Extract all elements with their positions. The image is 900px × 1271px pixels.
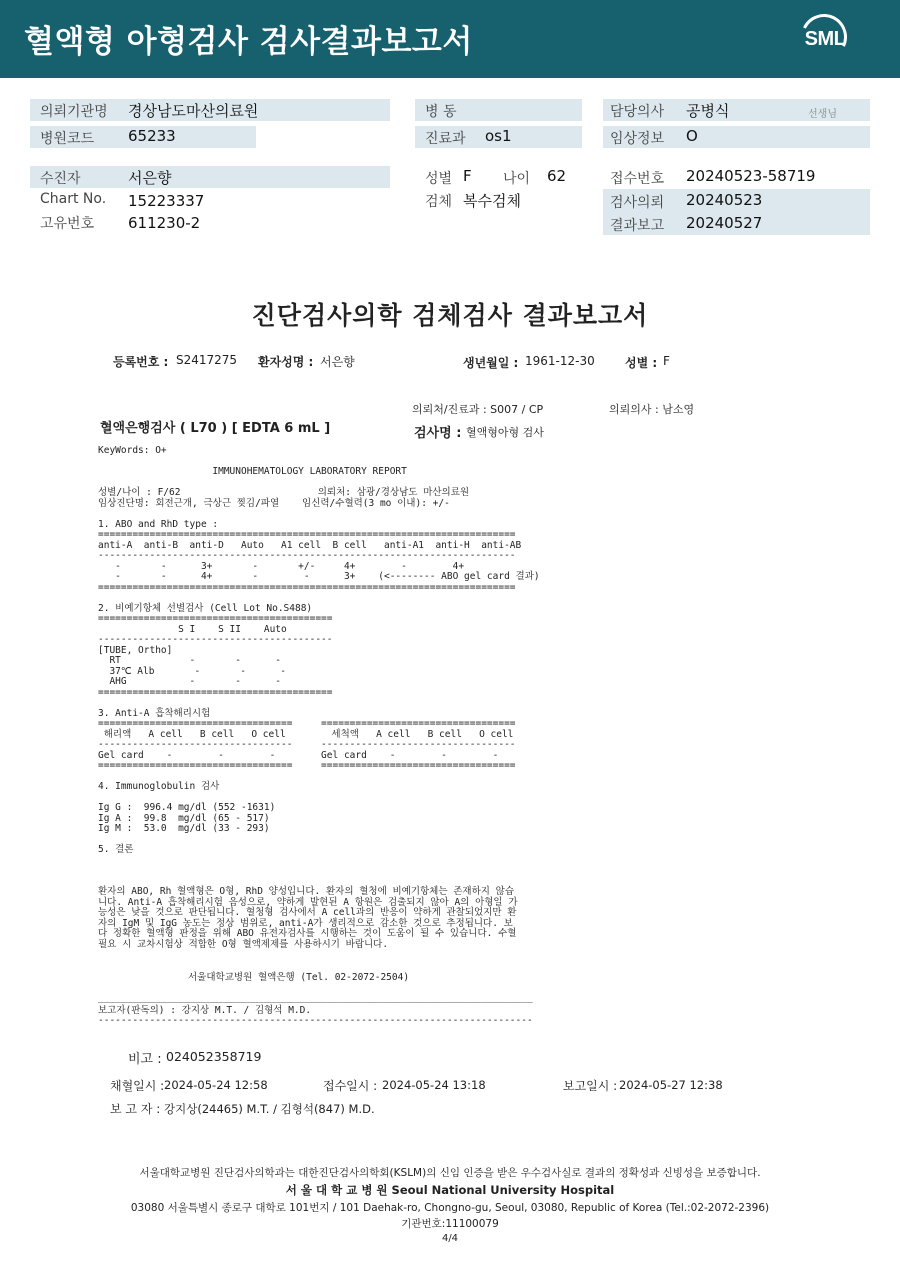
patient-value: 서은향 [128, 169, 172, 187]
receipt-label: 접수번호 [610, 171, 665, 187]
age-value: 62 [547, 167, 567, 185]
dept-label: 진료과 [425, 131, 466, 147]
ref-dept: 의뢰처/진료과 : S007 / CP [412, 403, 544, 416]
lab-name: 서울대학교병원 혈액은행 (Tel. 02-2072-2504) [188, 972, 410, 983]
sex-value: F [463, 167, 472, 185]
request-label: 검사의뢰 [610, 195, 665, 211]
request-value: 20240523 [686, 191, 763, 209]
rsex-label: 성별 : [625, 356, 658, 370]
page-title: 혈액형 아형검사 검사결과보고서 [24, 24, 473, 60]
test-name-label: 검사명 : [414, 426, 462, 441]
footer-certification: 서울대학교병원 진단검사의학과는 대한진단검사의학회(KSLM)의 신임 인증을 받은 우수검사실로 결과의 정확성과 신빙성을 보증합니다. [139, 1167, 761, 1179]
test-name-value: 혈액형아형 검사 [466, 426, 544, 439]
bottom-report-label: 보고일시 : [563, 1079, 618, 1093]
page-number: 4/4 [441, 1233, 459, 1244]
rsex-value: F [663, 354, 670, 368]
reg-label: 등록번호 : [113, 355, 169, 369]
report-date-label: 결과보고 [610, 218, 665, 234]
results-block: KeyWords: O+ IMMUNOHEMATOLOGY LABORATORY REPORT 성별/나이 : F/62 의뢰처: 삼광/경상남도 마산의료원 임상진단명: 회전근개, 극상근 찢김/파열 임신력/수혈력(3 mo 이내): +/- 1. ABO and RhD type : ========================================================================= anti-A anti-B anti-D Auto A1 cell B cell anti-A1 anti-H anti-AB ------------------------------------------------------------------------- - - 3+ - +/- 4+ - 4+ - - 4+ - - 3+ (<-------- ABO gel card 결과) ========================================================================= 2. 비예기항체 선별검사 (Cell Lot No.S488) ========================================= S I S II Auto ----------------------------------------- [TUBE, Ortho] RT - - - 37℃ Alb - - - AHG - - - ========================================= 3. Anti-A 흡착해리시험 ================================== ================================== 해리액 A cell B cell O cell 세척액 A cell B cell O cell ---------------------------------- ---------------------------------- Gel card - - - Gel card - - - ================================== ================================== 4. Immunoglobulin 검사 Ig G : 996.4 mg/dl (552 -1631) Ig A : 99.8 mg/dl (65 - 517) Ig M : 53.0 mg/dl (33 - 293) 5. 결론 [98, 445, 540, 855]
specimen-label: 검체 [425, 194, 453, 210]
footer-institution-no: 기관번호:11100079 [401, 1218, 499, 1230]
separator-top: ____________________________________________________________________________ [98, 992, 533, 1003]
conclusion-text: 환자의 ABO, Rh 혈액형은 O형, RhD 양성입니다. 환자의 혈청에 비예기항체는 존재하지 않습니다. Anti-A 흡착해리시험 음성으로, 약하게 발현된 A 항원은 검출되지 않아 A의 아형일 가능성은 낮을 것으로 판단됩니다. 혈청형 검사에서 A cell과의 반응이 약하게 관찰되었지만 환자의 IgM 및 IgG 농도는 정상 범위로, anti-A가 생리적으로 감소한 것으로 추정됩니다. 보다 정확한 혈액형 판정을 위해 ABO 유전자검사를 시행하는 것이 도움이 될 수 있습니다. 수혈 필요 시 교차시험상 적합한 O형 혈액제제를 사용하시기 바랍니다. [98, 886, 518, 950]
unique-label: 고유번호 [40, 216, 95, 232]
test-header: 혈액은행검사 ( L70 ) [ EDTA 6 mL ] [100, 421, 331, 436]
bottom-reporter-label: 보 고 자 : [110, 1102, 161, 1116]
collect-value: 2024-05-24 12:58 [164, 1078, 268, 1092]
age-label: 나이 [503, 171, 531, 187]
collect-label: 채혈일시 : [110, 1079, 165, 1093]
ward-label: 병 동 [425, 104, 457, 120]
doctor-value: 공병식 [686, 102, 730, 120]
header-bar [0, 0, 900, 78]
footer-address: 03080 서울특별시 종로구 대학로 101번지 / 101 Daehak-ro, Chongno-gu, Seoul, 03080, Republic of Korea (Tel.:02-2072-2396) [130, 1202, 770, 1214]
hospital-code-value: 65233 [128, 127, 176, 145]
bottom-report-value: 2024-05-27 12:38 [619, 1078, 723, 1092]
name-label: 환자성명 : [258, 355, 314, 369]
dob-value: 1961-12-30 [525, 354, 595, 368]
sml-logo-icon: SML [797, 12, 853, 68]
name-value: 서은향 [320, 355, 355, 369]
doctor-suffix: 선생님 [808, 109, 837, 120]
reporter-line: 보고자(판독의) : 강지상 M.T. / 김형석 M.D. [98, 1005, 312, 1016]
bottom-reporter-value: 강지상(24465) M.T. / 김형석(847) M.D. [164, 1102, 375, 1116]
doctor-label: 담당의사 [610, 104, 665, 120]
ref-doctor: 의뢰의사 : 남소영 [609, 403, 695, 416]
receive-label: 접수일시 : [323, 1079, 378, 1093]
institution-value: 경상남도마산의료원 [128, 102, 259, 120]
note-value: 024052358719 [166, 1049, 262, 1064]
dob-label: 생년월일 : [463, 356, 519, 370]
report-title: 진단검사의학 검체검사 결과보고서 [251, 301, 649, 330]
hospital-code-label: 병원코드 [40, 131, 95, 147]
separator-bottom: ---------------------------------------------------------------------------- [98, 1015, 533, 1026]
specimen-value: 복수검체 [463, 192, 521, 210]
patient-label: 수진자 [40, 171, 81, 187]
note-label: 비고 : [128, 1052, 162, 1067]
unique-value: 611230-2 [128, 214, 201, 232]
chart-label: Chart No. [40, 191, 107, 207]
institution-label: 의뢰기관명 [40, 104, 108, 120]
chart-value: 15223337 [128, 192, 205, 210]
footer-hospital: 서 울 대 학 교 병 원 Seoul National University Hospital [285, 1183, 615, 1197]
patient-row [30, 166, 390, 188]
sex-label: 성별 [425, 171, 453, 187]
clinical-label: 임상정보 [610, 131, 665, 147]
dept-value: os1 [485, 127, 512, 145]
clinical-value: O [686, 127, 698, 145]
receive-value: 2024-05-24 13:18 [382, 1078, 486, 1092]
reg-value: S2417275 [176, 353, 238, 367]
receipt-value: 20240523-58719 [686, 167, 816, 185]
report-date-value: 20240527 [686, 214, 763, 232]
